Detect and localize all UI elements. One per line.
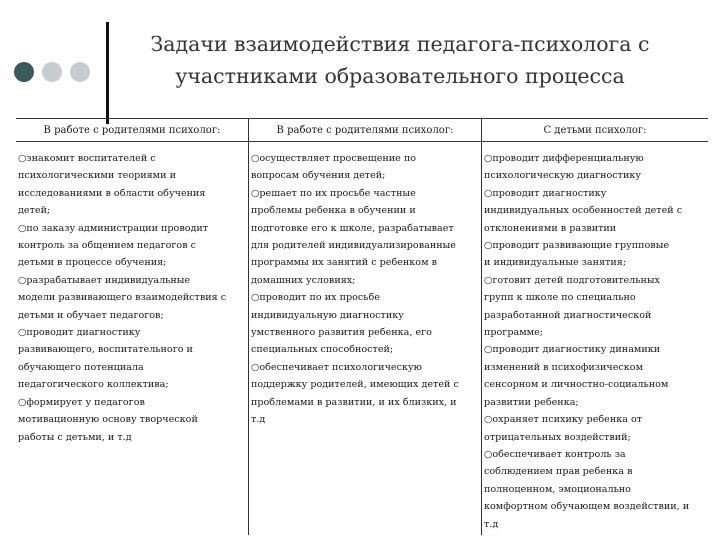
dot-light [42, 62, 62, 82]
cell-children [482, 142, 709, 536]
table-row [16, 142, 708, 536]
title-divider-line [106, 22, 109, 124]
cell-parents-2 [249, 142, 482, 536]
cell-parents-1 [16, 142, 249, 536]
header-children: С детьми психолог: [482, 119, 709, 142]
header-parents-2: В работе с родителями психолог: [249, 119, 482, 142]
cell-text: ○осуществляет просвещение по вопросам обучения детей; ○решает по их просьбе частные проблемы ребенка в обучении и подготовке его к школе, разрабатывает для родителей индивидуализированные программы их занятий с ребенком в домашних условиях; ○проводит по их просьбе индивидуальную диагностику умственного развития ребенка, его специальных способностей; ○обеспечивает психологическую поддержку родителей, имеющих детей с проблемами в развитии, и их близких, и т.д [251, 153, 459, 426]
slide-title: Задачи взаимодействия педагога-психолога с участниками образовательного процесса [150, 32, 650, 88]
tasks-table [16, 118, 708, 535]
table-header-row [16, 119, 708, 142]
header-parents-1: В работе с родителями психолог: [16, 119, 249, 142]
cell-text: ○знакомит воспитателей с психологическими теориями и исследованиями в области обучения детей; ○по заказу администрации проводит контроль за общением педагогов с детьми в процессе обучения; ○разрабатывает индивидуальные модели развивающего взаимодействия с детьми и обучает педагогов; ○проводит диагностику развивающего, воспитательного и обучающего потенциала педагогического коллектива; ○формирует у педагогов мотивационную основу творческой работы с детьми, и т.д [18, 153, 227, 443]
cell-text: ○проводит дифференциальную психологическую диагностику ○проводит диагностику индивидуальных особенностей детей с отклонениями в развитии ○проводит развивающие групповые и индивидуальные занятия; ○готовит детей подготовительных групп к школе по специально разработанной диагностической программе; ○проводит диагностику динамики изменений в психофизическом сенсорном и личностно-социальном развитии ребенка; ○охраняет психику ребенка от отрицательных воздействий; ○обеспечивает контроль за соблюдением прав ребенка в полноценном, эмоционально комфортном обучающем воздействии, и т.д [484, 153, 690, 530]
dot-light [70, 62, 90, 82]
dot-dark [14, 62, 34, 82]
